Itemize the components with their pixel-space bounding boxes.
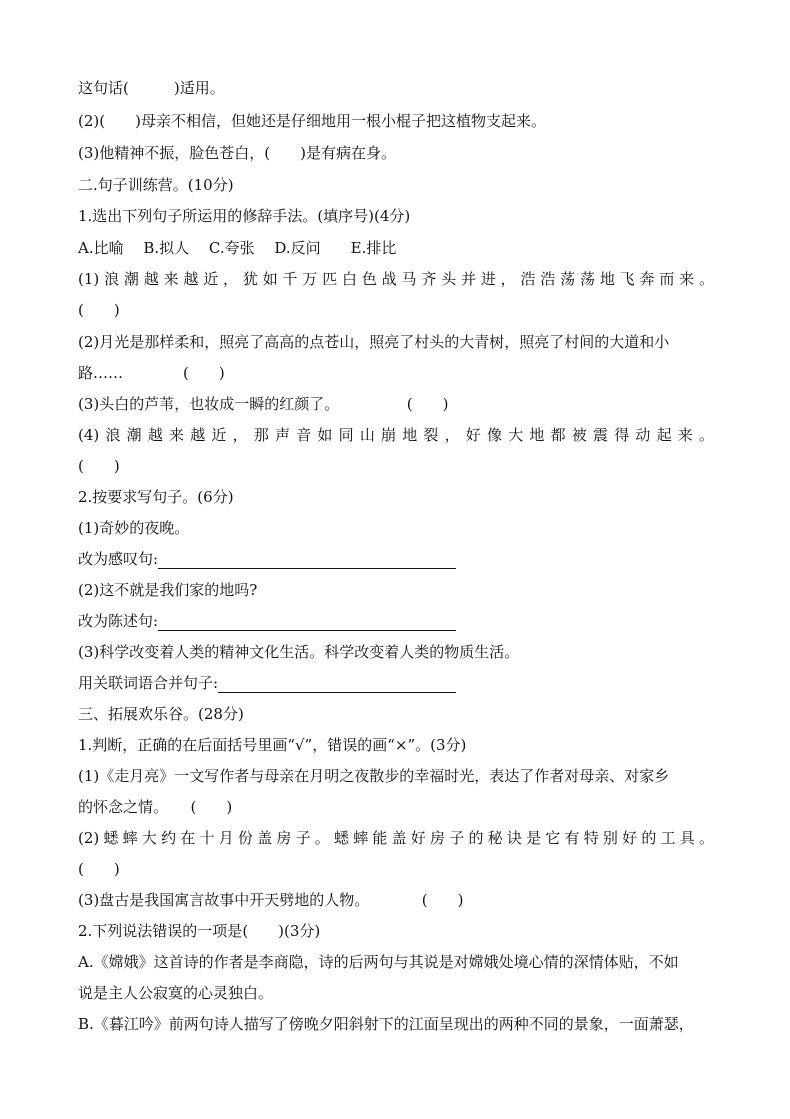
answer-blank[interactable]: [158, 615, 456, 631]
section-heading: 二.句子训练营。(10分): [78, 176, 234, 194]
text-line: (2)这不就是我们家的地吗?: [78, 581, 258, 599]
answer-blank[interactable]: [218, 677, 456, 693]
question-title: 2.下列说法错误的一项是( )(3分): [78, 922, 321, 940]
answer-bracket: ( ): [78, 457, 120, 475]
answer-blank[interactable]: [158, 553, 456, 569]
question-title: 1.选出下列句子所运用的修辞手法。(填序号)(4分): [78, 207, 411, 225]
option-text: 说是主人公寂寞的心灵独白。: [78, 984, 274, 1002]
text-line: (2)月光是那样柔和，照亮了高高的点苍山，照亮了村头的大青树，照亮了村间的大道和小: [78, 333, 670, 351]
instruction-label: 用关联词语合并句子:: [78, 674, 219, 692]
text-line: 这句话( )适用。: [78, 79, 225, 97]
instruction-label: 改为陈述句:: [78, 612, 159, 630]
instruction-line: [78, 549, 456, 569]
text-line: 路…… ( ): [78, 364, 225, 382]
answer-bracket: ( ): [78, 860, 120, 878]
text-line: (3)科学改变着人类的精神文化生活。科学改变着人类的物质生活。: [78, 643, 520, 661]
text-line: (1)浪潮越来越近，犹如千万匹白色战马齐头并进，浩浩荡荡地飞奔而来。: [78, 270, 714, 288]
option-text: A.《嫦娥》这首诗的作者是李商隐，诗的后两句与其说是对嫦娥处境心情的深情体贴，不如: [78, 953, 679, 971]
instruction-line: [78, 611, 456, 631]
text-line: 的怀念之情。 ( ): [78, 798, 233, 816]
text-line: (1)奇妙的夜晚。: [78, 519, 190, 537]
answer-bracket: ( ): [78, 301, 120, 319]
text-line: (4)浪潮越来越近，那声音如同山崩地裂，好像大地都被震得动起来。: [78, 426, 714, 444]
text-line: (1)《走月亮》一文写作者与母亲在月明之夜散步的幸福时光，表达了作者对母亲、对家乡: [78, 767, 670, 785]
option-text: B.《暮江吟》前两句诗人描写了傍晚夕阳斜射下的江面呈现出的两种不同的景象，一面萧瑟，: [78, 1015, 694, 1033]
question-title: 1.判断，正确的在后面括号里画“√”，错误的画“×”。(3分): [78, 736, 467, 754]
instruction-label: 改为感叹句:: [78, 550, 159, 568]
text-line: (3)盘古是我国寓言故事中开天劈地的人物。 ( ): [78, 891, 464, 909]
text-line: (2)蟋蟀大约在十月份盖房子。蟋蟀能盖好房子的秘诀是它有特别好的工具。: [78, 829, 714, 847]
text-line: (3)头白的芦苇，也妆成一瞬的红颜了。 ( ): [78, 395, 449, 413]
option-list: A.比喻 B.拟人 C.夸张 D.反问 E.排比: [78, 239, 397, 257]
text-line: (3)他精神不振，脸色苍白，( )是有病在身。: [78, 144, 396, 162]
text-line: (2)( )母亲不相信，但她还是仔细地用一根小棍子把这植物支起来。: [78, 112, 546, 130]
instruction-line: [78, 673, 456, 693]
section-heading: 三、拓展欢乐谷。(28分): [78, 705, 244, 723]
question-title: 2.按要求写句子。(6分): [78, 488, 234, 506]
